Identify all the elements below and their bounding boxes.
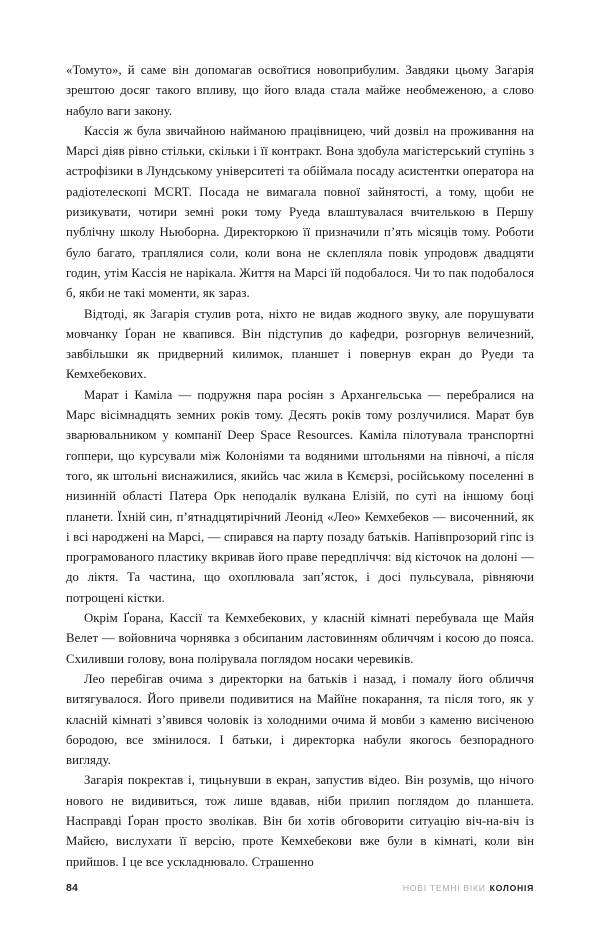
paragraph: Окрім Ґорана, Кассії та Кемхебекових, у класній кімнаті перебувала ще Майя Велет — войовнича чорнявка з обсипаним ластовинням обличчям і косою до пояса. Схиливши голову, вона полірувала поглядом носаки черевиків. [66, 611, 534, 666]
paragraph: «Томуто», й саме він допомагав освоїтися новоприбулим. Завдяки цьому Загарія зрештою досяг такого впливу, що його влада стала майже необмеженою, а слово набуло ваги закону. [66, 63, 534, 118]
page-number: 84 [66, 882, 79, 894]
running-head-series: НОВІ ТЕМНІ ВІКИ [402, 883, 486, 893]
paragraph: Загарія покректав і, тицьнувши в екран, запустив відео. Він розумів, що нічого нового не видивиться, тож лише вдавав, ніби прилип поглядом до планшета. Насправді Ґоран просто зволікав. Він би хотів обговорити ситуацію віч-на-віч із Майєю, вислухати її версію, проте Кемхебекови вже були в кімнаті, коли він прийшов. І це все ускладнювало. Страшенно [66, 773, 534, 869]
body-text-column [66, 60, 534, 872]
page-footer [66, 879, 534, 897]
paragraph: Відтоді, як Загарія стулив рота, ніхто не видав жодного звуку, але порушувати мовчанку Ґоран не квапився. Він підступив до кафедри, розгорнув величезний, завбільшки як придверний килимок, планшет і повернув екран до Руеди та Кемхебекових. [66, 306, 534, 382]
paragraph: Марат і Каміла — подружня пара росіян з Архангельська — перебралися на Марс вісімнадцять земних років тому. Десять років тому розлучилися. Марат був зварювальником у компанії Deep Space Resources. Каміла пілотувала транспортні гоппери, що курсували між Колоніями та водяними штольнями на півночі, а після того, як штольні виснажилися, якийсь час жила в Кємєрзі, російському поселенні в низинній області Патера Орк неподалік вулкана Елізій, по суті на іншому боці планети. Їхній син, п’ятнадцятирічний Леонід «Лео» Кемхебеков — височенний, як і всі народжені на Марсі, — спирався на парту позаду батьків. Напівпрозорий гіпс із програмованого пластику вкривав його праве передпліччя: від кісточок на долоні — до ліктя. Та частина, що охоплювала зап’ясток, і досі пульсувала, рівняючи потрощені кістки. [66, 387, 534, 605]
running-head [403, 883, 534, 893]
running-head-title: КОЛОНІЯ [489, 883, 534, 893]
paragraph: Лео перебігав очима з директорки на батьків і назад, і помалу його обличчя витягувалося. Його привели подивитися на Майїне покарання, та після того, як у класній кімнаті з’явився чоловік із холодними очима й мовби з каменю висіченою бородою, все змінилося. І батьки, і директорка набули якогось безпорадного вигляду. [66, 671, 534, 768]
paragraph: Кассія ж була звичайною найманою працівницею, чий дозвіл на проживання на Марсі діяв рівно стільки, скільки і її контракт. Вона здобула магістерський ступінь з астрофізики в Лундському університеті та обіймала посаду асистентки оператора на радіотелескопі MCRT. Посада не вимагала повної зайнятості, а тому, щоби не ризикувати, чотири земні роки тому Руеда влаштувалася вчителькою в Першу публічну школу Ньюборна. Директоркою її призначили п’ять місяців тому. Роботи було багато, траплялися соли, коли вона не склепляла повік упродовж двадцяти годин, утім Кассія не нарікала. Життя на Марсі їй подобалося. Чи то пак подобалося б, якби не такі моменти, як зараз. [66, 123, 534, 301]
